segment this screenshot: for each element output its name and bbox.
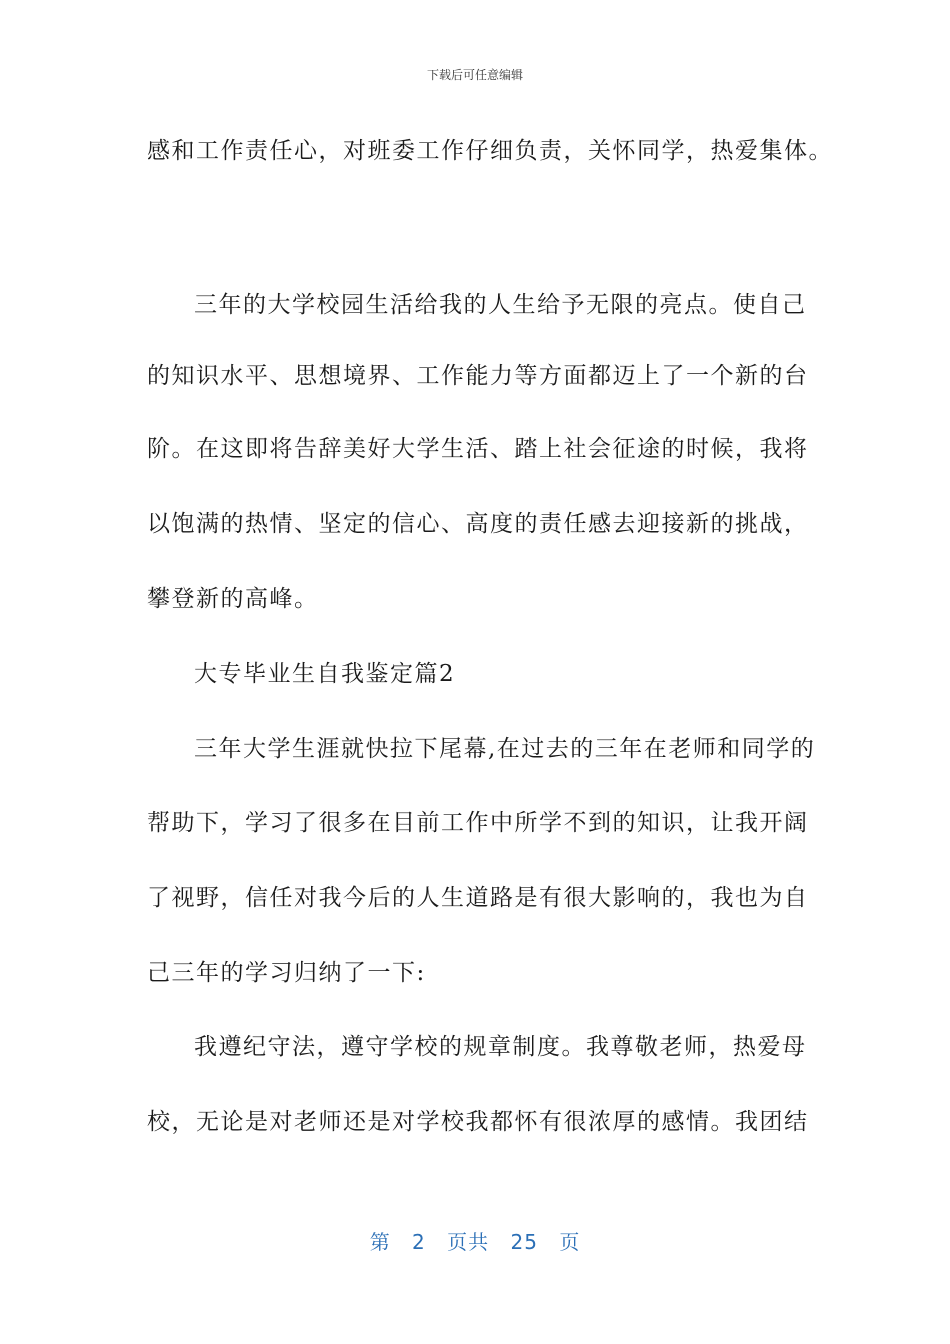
total-pages-number: 25	[510, 1230, 538, 1254]
footer-suffix: 页	[559, 1230, 581, 1254]
page-header: 下载后可任意编辑	[426, 68, 523, 82]
body-line: 感和工作责任心，对班委工作仔细负责，关怀同学，热爱集体。	[147, 138, 833, 164]
footer-middle: 页共	[447, 1230, 490, 1254]
body-line: 我遵纪守法，遵守学校的规章制度。我尊敬老师，热爱母	[194, 1034, 807, 1060]
body-line: 的知识水平、思想境界、工作能力等方面都迈上了一个新的台	[147, 363, 809, 389]
body-line: 以饱满的热情、坚定的信心、高度的责任感去迎接新的挑战，	[147, 511, 809, 537]
body-line: 三年的大学校园生活给我的人生给予无限的亮点。使自己	[194, 292, 807, 318]
body-line: 己三年的学习归纳了一下:	[147, 960, 426, 986]
section-heading: 大专毕业生自我鉴定篇2	[194, 661, 456, 687]
page-footer	[0, 1226, 950, 1255]
body-line: 三年大学生涯就快拉下尾幕,在过去的三年在老师和同学的	[194, 736, 816, 762]
body-line: 帮助下，学习了很多在目前工作中所学不到的知识，让我开阔	[147, 810, 809, 836]
body-line: 攀登新的高峰。	[147, 586, 319, 612]
body-line: 阶。在这即将告辞美好大学生活、踏上社会征途的时候，我将	[147, 436, 809, 462]
body-line: 了视野，信任对我今后的人生道路是有很大影响的，我也为自	[147, 885, 809, 911]
footer-prefix: 第	[369, 1230, 391, 1254]
body-line: 校，无论是对老师还是对学校我都怀有很浓厚的感情。我团结	[147, 1109, 809, 1135]
current-page-number: 2	[412, 1230, 426, 1254]
